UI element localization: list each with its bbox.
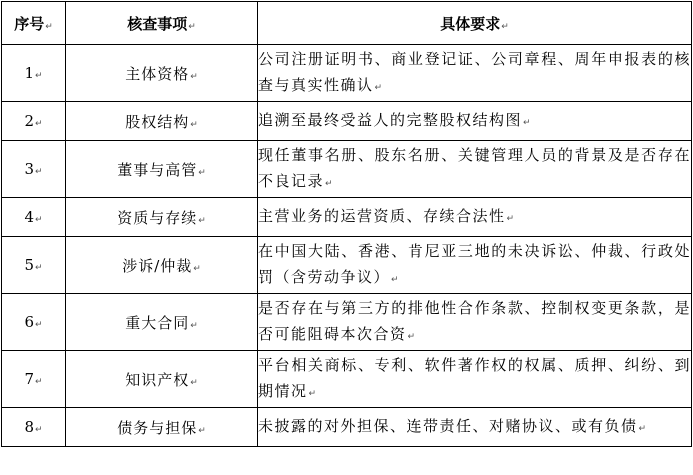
item-cell [66,237,258,294]
paragraph-mark-icon: ↵ [638,423,647,434]
requirement-cell [258,237,692,294]
paragraph-mark-icon: ↵ [407,331,416,342]
requirement-cell [258,102,692,141]
table-row [2,102,692,141]
paragraph-mark-icon: ↵ [325,178,333,189]
table-row [2,408,692,447]
paragraph-mark-icon: ↵ [35,320,43,330]
row-number: 7 [24,370,34,388]
paragraph-mark-icon: ↵ [190,377,198,388]
item-cell [66,408,258,447]
requirement-cell [258,351,692,408]
row-number-cell [2,237,66,294]
paragraph-mark-icon: ↵ [35,167,43,177]
due-diligence-table [1,1,692,447]
row-number-cell [2,198,66,237]
requirement-cell [258,408,692,447]
paragraph-mark-icon: ↵ [188,21,196,32]
paragraph-mark-icon: ↵ [35,215,43,225]
item-cell [66,102,258,141]
requirement-text: 平台相关商标、专利、软件著作权的权属、质押、纠纷、到期情况 [258,355,691,400]
requirement-text: 未披露的对外担保、连带责任、对赌协议、或有负债 [258,416,638,435]
row-number-cell [2,408,66,447]
paragraph-mark-icon: ↵ [198,215,206,226]
header-no-label: 序号 [14,14,45,33]
requirement-text: 追溯至最终受益人的完整股权结构图 [258,110,523,129]
row-number: 2 [24,112,34,130]
paragraph-mark-icon: ↵ [506,213,515,224]
paragraph-mark-icon: ↵ [35,425,43,435]
paragraph-mark-icon: ↵ [374,82,383,93]
table-row [2,294,692,351]
requirement-text: 在中国大陆、香港、肯尼亚三地的未决诉讼、仲裁、行政处罚（含劳动争议） [258,241,691,286]
header-cell-item [66,2,258,45]
row-number-cell [2,102,66,141]
requirement-cell [258,198,692,237]
item-label: 主体资格 [125,64,190,83]
table-row [2,198,692,237]
paragraph-mark-icon: ↵ [35,71,43,81]
row-number: 4 [24,208,34,226]
paragraph-mark-icon: ↵ [308,388,317,399]
paragraph-mark-icon: ↵ [35,119,43,129]
row-number-cell [2,141,66,198]
paragraph-mark-icon: ↵ [198,425,206,436]
row-number: 1 [24,64,34,82]
row-number-cell [2,45,66,102]
paragraph-mark-icon: ↵ [193,263,201,274]
paragraph-mark-icon: ↵ [35,263,43,273]
table-header-row [2,2,692,45]
paragraph-mark-icon: ↵ [45,21,53,32]
requirement-cell [258,294,692,351]
item-cell [66,198,258,237]
paragraph-mark-icon: ↵ [198,167,206,178]
paragraph-mark-icon: ↵ [35,377,43,387]
requirement-cell [258,45,692,102]
requirement-text: 主营业务的运营资质、存续合法性 [258,206,506,225]
table-row [2,237,692,294]
header-cell-requirement [258,2,692,45]
requirement-cell [258,141,692,198]
item-cell [66,45,258,102]
header-requirement-label: 具体要求 [440,14,501,33]
item-label: 知识产权 [125,370,190,389]
item-label: 股权结构 [125,112,190,131]
table-row [2,351,692,408]
paragraph-mark-icon: ↵ [391,274,399,285]
table-row [2,45,692,102]
requirement-text: 公司注册证明书、商业登记证、公司章程、周年申报表的核查与真实性确认 [258,49,691,94]
requirement-text: 是否存在与第三方的排他性合作条款、控制权变更条款，是否可能阻碍本次合资 [258,298,691,343]
row-number: 5 [24,256,34,274]
row-number-cell [2,351,66,408]
paragraph-mark-icon: ↵ [190,119,198,130]
row-number: 6 [24,313,34,331]
row-number: 3 [24,160,34,178]
item-cell [66,294,258,351]
item-label: 债务与担保 [117,418,198,437]
item-cell [66,351,258,408]
header-item-label: 核查事项 [127,14,188,33]
paragraph-mark-icon: ↵ [501,21,509,32]
paragraph-mark-icon: ↵ [523,117,531,128]
item-label: 涉诉/仲裁 [122,256,193,275]
item-label: 董事与高管 [117,160,198,179]
requirement-text: 现任董事名册、股东名册、关键管理人员的背景及是否存在不良记录 [258,145,691,190]
row-number: 8 [24,418,34,436]
paragraph-mark-icon: ↵ [190,71,198,82]
table-row [2,141,692,198]
item-cell [66,141,258,198]
item-label: 资质与存续 [117,208,198,227]
row-number-cell [2,294,66,351]
header-cell-no [2,2,66,45]
paragraph-mark-icon: ↵ [190,320,198,331]
item-label: 重大合同 [125,313,190,332]
